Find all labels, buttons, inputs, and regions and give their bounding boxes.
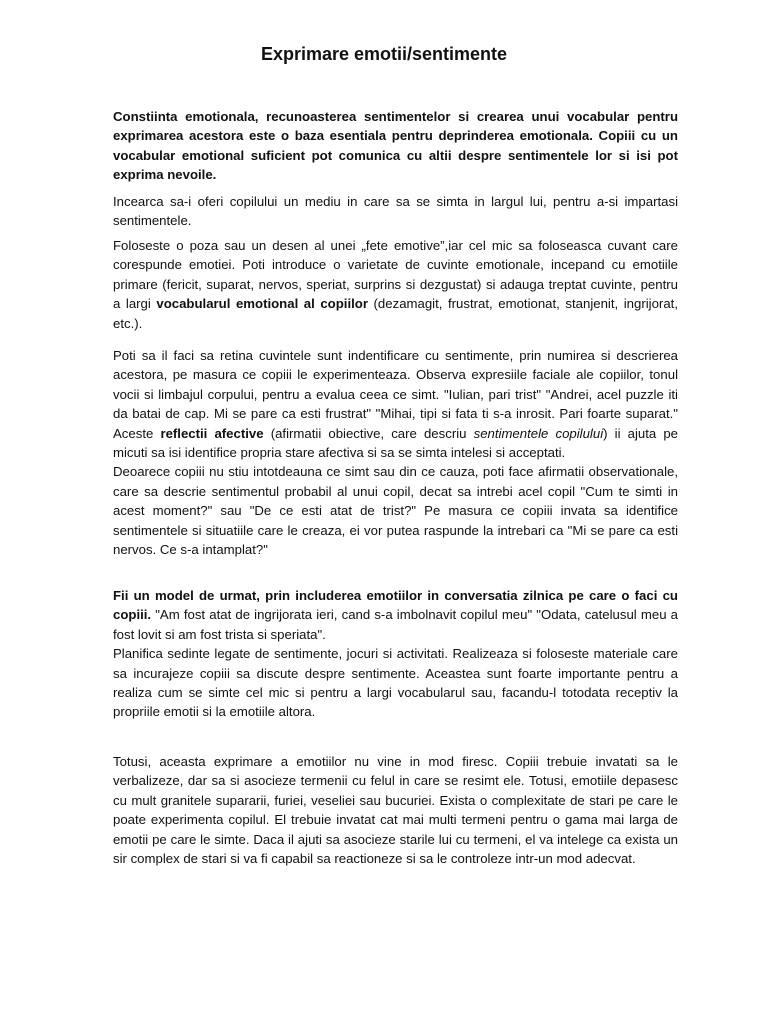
paragraph-vocabulary-text-c: (dezamagit, frustrat, emotionat, stanjenit, ingrijorat, etc.). xyxy=(113,296,678,331)
paragraph-reflection-text-a: Poti sa il faci sa retina cuvintele sunt indentificare cu sentimente, prin numirea si descrierea acestora, pe masura ce copiii le experimenteaza. Observa expresiile faciale ale copiilor, tonul vocii si limbajul corpului, pentru a evalua ceea ce simt. "Iulian, pari trist" "Andrei, acel puzzle iti da batai de cap. Mi se pare ca esti frustrat" "Mihai, tipi si fata ti s-a inrosit. Pari foarte suparat." Aceste xyxy=(113,348,678,441)
paragraph-observational: Deoarece copiii nu stiu intotdeauna ce simt sau din ce cauza, poti face afirmatii observationale, care sa descrie sentimentul probabil al unui copil, decat sa intrebi acel copil "Cum te simti in acest moment?" sau "De ce esti atat de trist?" Pe masura ce copiii invata sa identifice sentimentele si situatiile care le creaza, ei vor putea raspunde la intrebari ca "Mi se pare ca esti nervos. Ce s-a intamplat?" xyxy=(113,464,678,558)
intro-paragraph: Constiinta emotionala, recunoasterea sentimentelor si crearea unui vocabular pentru exprimarea acestora este o baza esentiala pentru deprinderea emotionala. Copiii cu un vocabular emotional suficient pot comunica cu altii despre sentimentele lor si isi pot exprima nevoile. xyxy=(113,109,678,183)
paragraph-reflection xyxy=(113,346,678,462)
paragraph-model-text: "Am fost atat de ingrijorata ieri, cand s-a imbolnavit copilul meu" "Odata, catelusul meu a fost lovit si am fost trista si speriata". xyxy=(113,607,678,642)
paragraph-reflection-italic: sentimentele copilului xyxy=(473,425,604,441)
paragraph-comfort: Incearca sa-i oferi copilului un mediu in care sa se simta in largul lui, pentru a-si impartasi sentimentele. xyxy=(113,194,678,229)
paragraph-vocabulary xyxy=(113,236,678,333)
paragraph-reflection-text-c: (afirmatii obiective, care descriu xyxy=(263,425,474,441)
paragraph-vocabulary-bold: vocabularul emotional al copiilor xyxy=(156,296,368,312)
paragraph-reflection-text-e: ) ii ajuta pe micuti sa isi identifice propria stare afectiva si sa se simta intelesi si acceptati. xyxy=(113,425,678,461)
section-reflection xyxy=(113,346,678,559)
paragraph-model-bold: Fii un model de urmat, prin includerea emotiilor in conversatia zilnica pe care o faci cu copiii. xyxy=(113,588,678,623)
paragraph-vocabulary-text-a: Foloseste o poza sau un desen al unei „fete emotive”,iar cel mic sa foloseasca cuvant care corespunde emotiei. Poti introduce o varietate de cuvinte emotionale, incepand cu emotiile primare (fericit, suparat, nervos, speriat, surprins si dezgustat) si adauga treptat cuvinte, pentru a largi xyxy=(113,238,678,312)
paragraph-reflection-bold: reflectii afective xyxy=(160,425,264,441)
document-title: Exprimare emotii/sentimente xyxy=(260,44,508,64)
paragraph-model xyxy=(113,586,678,644)
paragraph-planning: Planifica sedinte legate de sentimente, jocuri si activitati. Realizeaza si foloseste materiale care sa incurajeze copiii sa discute despre sentimente. Aceastea sunt foarte importante pentru a realiza cum se simte cel mic si pentru a largi vocabularul sau, facandu-l totodata receptiv la propriile emotii si la emotiile altora. xyxy=(113,646,678,720)
paragraph-conclusion: Totusi, aceasta exprimare a emotiilor nu vine in mod firesc. Copiii trebuie invatati sa le verbalizeze, dar sa si asocieze termenii cu felul in care se resimt ele. Totusi, emotiile depasesc cu mult granitele supararii, furiei, veseliei sau bucuriei. Exista o complexitate de stari pe care le poate experimenta copilul. El trebuie invatat cat mai multi termeni pentru o gama mai larga de emotii pe care le simte. Daca il ajuti sa asocieze starile lui cu termeni, el va intelege ca exista un sir complex de stari si va fi capabil sa reactioneze si sa le controleze intr-un mod adecvat. xyxy=(113,754,678,867)
section-model xyxy=(113,586,678,722)
